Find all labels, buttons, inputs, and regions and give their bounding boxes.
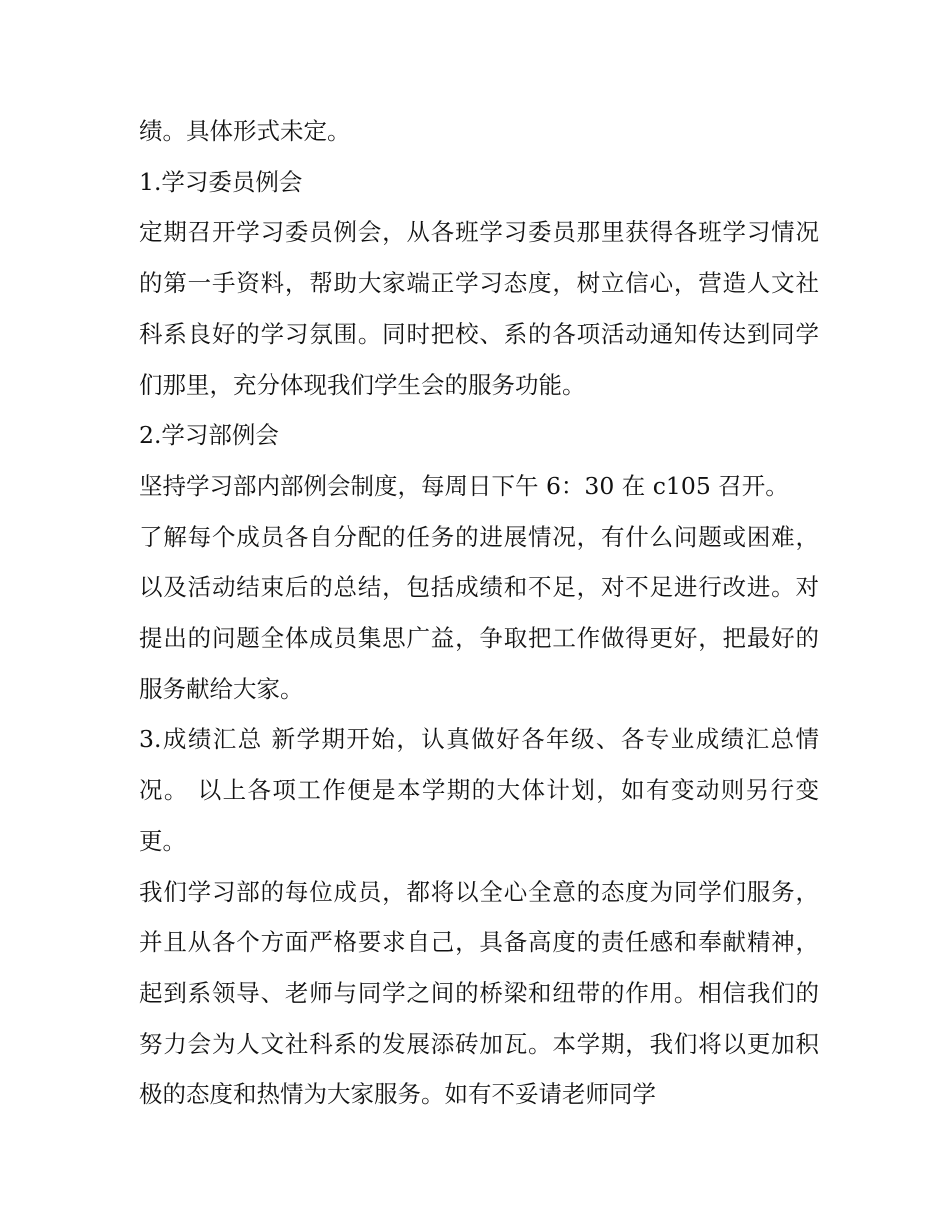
heading-study-department-meeting: 2.学习部例会 xyxy=(139,421,279,450)
paragraph-closing-statement: 我们学习部的每位成员，都将以全心全意的态度为同学们服务，并且从各个方面严格要求自己，具备高度的责任感和奉献精神，起到系领导、老师与同学之间的桥梁和纽带的作用。相信我们的努力会为人文社科系的发展添砖加瓦。本学期，我们将以更加积极的态度和热情为大家服务。如有不妥请老师同学 xyxy=(139,877,819,1109)
heading-study-committee-meeting: 1.学习委员例会 xyxy=(139,167,303,196)
paragraph-meeting-schedule: 坚持学习部内部例会制度，每周日下午 6：30 在 c105 召开。 xyxy=(139,471,789,500)
paragraph-continuation: 绩。具体形式未定。 xyxy=(139,117,351,145)
paragraph-meeting-purpose: 了解每个成员各自分配的任务的进展情况，有什么问题或困难，以及活动结束后的总结，包括成绩和不足，对不足进行改进。对提出的问题全体成员集思广益，争取把工作做得更好，把最好的服务献给大家。 xyxy=(139,522,819,703)
document-body xyxy=(139,106,819,1120)
paragraph-grade-summary: 3.成绩汇总 新学期开始，认真做好各年级、各专业成绩汇总情况。 以上各项工作便是本学期的大体计划，如有变动则另行变更。 xyxy=(139,725,819,855)
paragraph-study-committee-meeting: 定期召开学习委员例会，从各班学习委员那里获得各班学习情况的第一手资料，帮助大家端正学习态度，树立信心，营造人文社科系良好的学习氛围。同时把校、系的各项活动通知传达到同学们那里，充分体现我们学生会的服务功能。 xyxy=(139,218,819,399)
